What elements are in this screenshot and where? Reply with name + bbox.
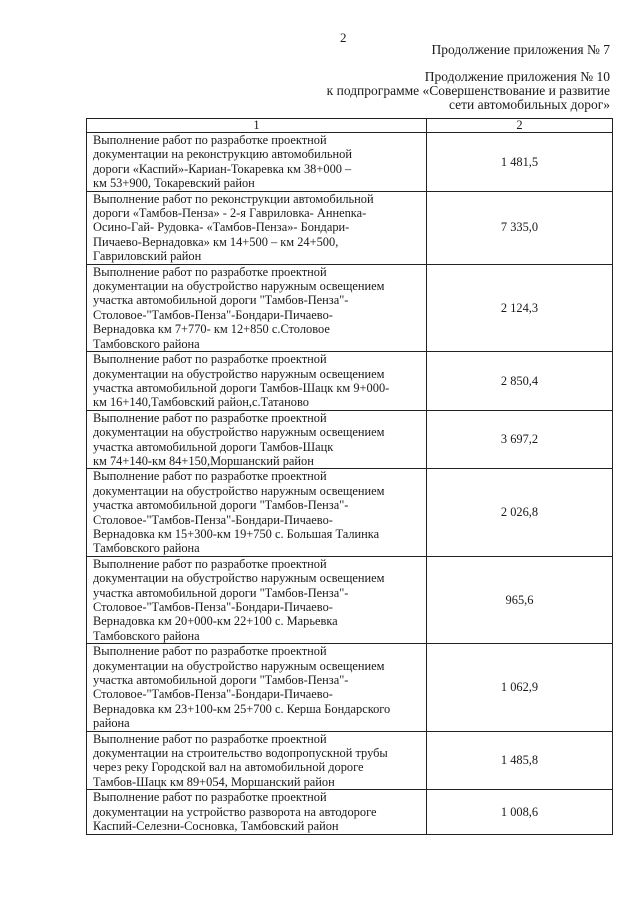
description-line: Выполнение работ по реконструкции автомобильной: [93, 191, 374, 206]
description-line: участка автомобильной дороги Тамбов-Шацк км 9+000-: [93, 380, 390, 395]
description-line: участка автомобильной дороги "Тамбов-Пенза"-: [93, 673, 349, 688]
works-table: [86, 118, 613, 835]
description-line: Выполнение работ по разработке проектной: [93, 790, 327, 805]
description-line: участка автомобильной дороги Тамбов-Шацк: [93, 439, 334, 454]
description-line: Осино-Гай- Рудовка- «Тамбов-Пенза»- Бондари-: [93, 220, 350, 235]
description-line: района: [93, 716, 130, 731]
sub-appendix-line: сети автомобильных дорог»: [449, 97, 610, 112]
work-amount: 965,6: [427, 556, 613, 643]
table-row: [87, 352, 613, 411]
page-number: 2: [340, 30, 347, 45]
description-line: участка автомобильной дороги "Тамбов-Пенза"-: [93, 498, 349, 513]
work-description: [87, 191, 427, 264]
sub-appendix-header: [327, 70, 610, 112]
description-line: документации на обустройство наружным освещением: [93, 279, 385, 294]
description-line: Столовое-"Тамбов-Пенза"-Бондари-Пичаево-: [93, 512, 333, 527]
description-line: Выполнение работ по разработке проектной: [93, 469, 327, 484]
column-header-2: 2: [427, 119, 613, 133]
description-line: Выполнение работ по разработке проектной: [93, 731, 327, 746]
description-line: Выполнение работ по разработке проектной: [93, 410, 327, 425]
description-line: участка автомобильной дороги "Тамбов-Пенза"-: [93, 293, 349, 308]
appendix-continuation-header: Продолжение приложения № 7: [431, 42, 610, 57]
description-line: Тамбовского района: [93, 336, 200, 351]
table-row: [87, 731, 613, 790]
work-description: [87, 731, 427, 790]
work-amount: 1 062,9: [427, 644, 613, 731]
table-row: [87, 644, 613, 731]
description-line: Тамбов-Шацк км 89+054, Моршанский район: [93, 774, 335, 789]
column-header-1: 1: [87, 119, 427, 133]
description-line: Столовое-"Тамбов-Пенза"-Бондари-Пичаево-: [93, 600, 333, 614]
work-amount: 1 485,8: [427, 731, 613, 790]
table-row: [87, 556, 613, 643]
description-line: Вернадовка км 23+100-км 25+700 с. Керша Бондарского: [93, 701, 391, 716]
description-line: дороги «Каспий»-Кариан-Токаревка км 38+000 –: [93, 161, 352, 176]
description-line: документации на обустройство наружным освещением: [93, 658, 385, 673]
work-description: [87, 133, 427, 192]
table-row: [87, 133, 613, 192]
work-amount: 1 008,6: [427, 790, 613, 834]
work-amount: 1 481,5: [427, 133, 613, 192]
description-line: через реку Городской вал на автомобильной дороге: [93, 760, 364, 775]
description-line: Вернадовка км 15+300-км 19+750 с. Большая Талинка: [93, 526, 380, 541]
work-description: [87, 469, 427, 556]
description-line: документации на обустройство наружным освещением: [93, 571, 385, 586]
description-line: участка автомобильной дороги "Тамбов-Пенза"-: [93, 585, 349, 600]
description-line: дороги «Тамбов-Пенза» - 2-я Гавриловка- Аннеnка-: [93, 206, 367, 221]
description-line: документации на строительство водопропускной трубы: [93, 746, 388, 761]
description-line: Выполнение работ по разработке проектной: [93, 644, 327, 659]
work-amount: 2 026,8: [427, 469, 613, 556]
description-line: Тамбовского района: [93, 541, 200, 556]
description-line: документации на реконструкцию автомобильной: [93, 147, 352, 162]
description-line: Выполнение работ по разработке проектной: [93, 352, 327, 367]
description-line: км 53+900, Токаревский район: [93, 176, 255, 191]
table-row: [87, 469, 613, 556]
work-amount: 2 124,3: [427, 264, 613, 351]
work-amount: 7 335,0: [427, 191, 613, 264]
table-header-row: [87, 119, 613, 133]
description-line: документации на обустройство наружным освещением: [93, 366, 385, 381]
description-line: Тамбовского района: [93, 628, 200, 643]
description-line: Выполнение работ по разработке проектной: [93, 556, 327, 571]
description-line: документации на обустройство наружным освещением: [93, 425, 385, 440]
table-row: [87, 410, 613, 469]
description-line: км 74+140-км 84+150,Моршанский район: [93, 453, 314, 468]
sub-appendix-line: к подпрограмме «Совершенствование и развитие: [326, 83, 610, 98]
description-line: Вернадовка км 20+000-км 22+100 с. Марьевка: [93, 614, 338, 629]
description-line: Гавриловский район: [93, 249, 202, 264]
table-row: [87, 790, 613, 834]
description-line: Вернадовка км 7+770- км 12+850 с.Столовое: [93, 322, 330, 337]
description-line: Пичаево-Вернадовка» км 14+500 – км 24+500,: [93, 234, 339, 249]
description-line: Каспий-Селезни-Сосновка, Тамбовский район: [93, 819, 339, 834]
work-amount: 3 697,2: [427, 410, 613, 469]
work-description: [87, 790, 427, 834]
work-description: [87, 410, 427, 469]
description-line: документации на обустройство наружным освещением: [93, 483, 385, 498]
work-description: [87, 644, 427, 731]
sub-appendix-line: Продолжение приложения № 10: [424, 69, 610, 84]
work-amount: 2 850,4: [427, 352, 613, 411]
description-line: документации на устройство разворота на автодороге: [93, 804, 377, 819]
table-row: [87, 191, 613, 264]
description-line: км 16+140,Тамбовский район,с.Татаново: [93, 395, 309, 410]
description-line: Столовое-"Тамбов-Пенза"-Бондари-Пичаево-: [93, 307, 333, 322]
work-description: [87, 352, 427, 411]
table-row: [87, 264, 613, 351]
work-description: [87, 556, 427, 643]
description-line: Выполнение работ по разработке проектной: [93, 264, 327, 279]
description-line: Выполнение работ по разработке проектной: [93, 133, 327, 147]
description-line: Столовое-"Тамбов-Пенза"-Бондари-Пичаево-: [93, 687, 333, 702]
work-description: [87, 264, 427, 351]
